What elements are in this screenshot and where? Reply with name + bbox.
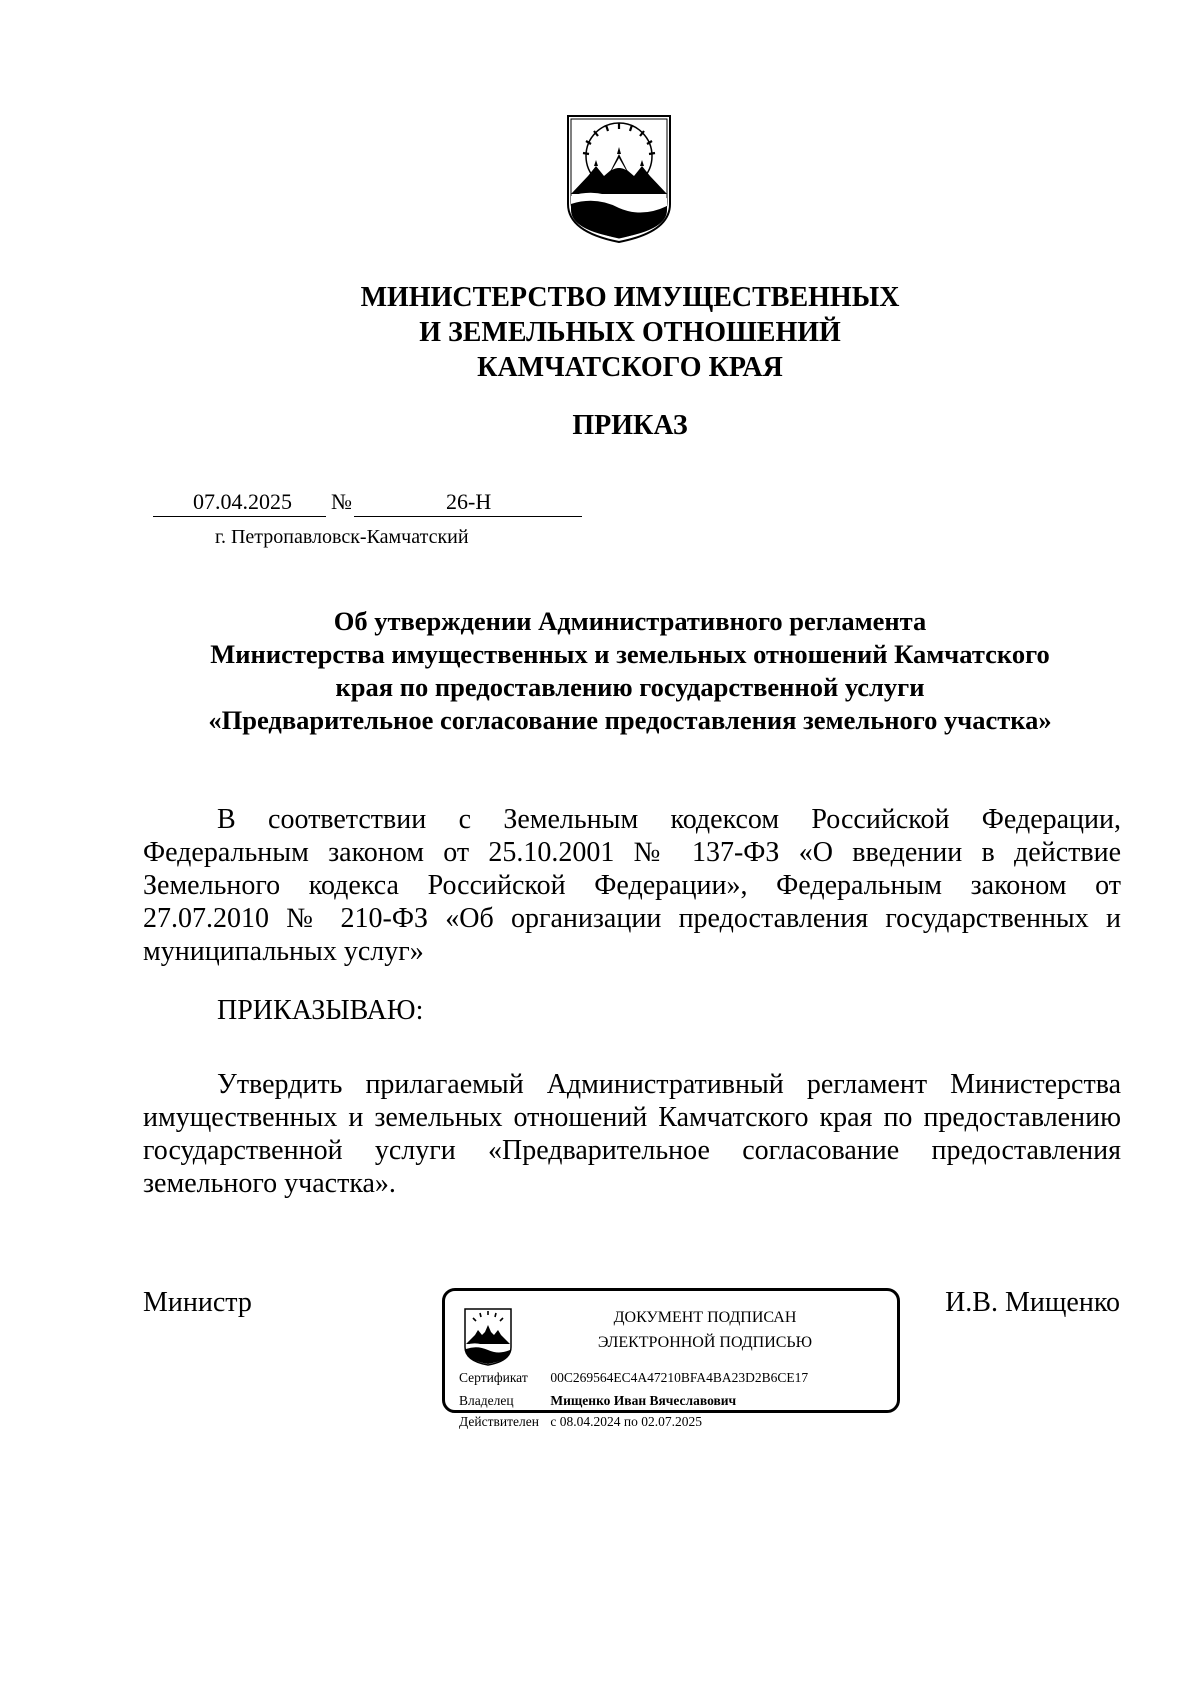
ministry-line-1: МИНИСТЕРСТВО ИМУЩЕСТВЕННЫХ (360, 282, 900, 313)
stamp-line-1: ДОКУМЕНТ ПОДПИСАН (613, 1309, 797, 1326)
ministry-line-2: И ЗЕМЕЛЬНЫХ ОТНОШЕНИЙ (419, 317, 841, 348)
ministry-line-3: КАМЧАТСКОГО КРАЯ (477, 352, 783, 383)
validity-row (459, 1414, 702, 1430)
ministry-name (300, 280, 960, 385)
stamp-emblem-icon (463, 1307, 513, 1367)
owner-row (459, 1393, 736, 1409)
signer-position: Министр (143, 1287, 252, 1318)
signer-name: И.В. Мищенко (945, 1287, 1120, 1318)
subject-line-1: Об утверждении Административного регламента (333, 606, 927, 636)
subject-line-2: Министерства имущественных и земельных отношений Камчатского (210, 639, 1050, 669)
validity-value: с 08.04.2024 по 02.07.2025 (550, 1414, 702, 1429)
stamp-header (540, 1305, 870, 1355)
date-value: 07.04.2025 (193, 489, 292, 514)
city: г. Петропавловск-Камчатский (215, 526, 469, 548)
stamp-line-2: ЭЛЕКТРОННОЙ ПОДПИСЬЮ (597, 1334, 813, 1351)
date-field (153, 488, 326, 517)
number-field (354, 488, 582, 517)
document-type: ПРИКАЗ (572, 410, 688, 441)
electronic-signature-stamp (442, 1288, 900, 1429)
certificate-row (459, 1370, 808, 1386)
decision-text: Утвердить прилагаемый Административный регламент Министерства имущественных и земельных отношений Камчатского края по предоставлению государственной услуги «Предварительное согласование предоставления земельного участка». (143, 1069, 1121, 1199)
number-value: 26-Н (446, 489, 492, 514)
kamchatka-coat-of-arms-icon (566, 114, 672, 244)
subject-line-4: «Предварительное согласование предоставления земельного участка» (208, 705, 1052, 735)
preamble-text: В соответствии с Земельным кодексом Российской Федерации, Федеральным законом от 25.10.2001 № 137-ФЗ «О введении в действие Земельного кодекса Российской Федерации», Федеральным законом от 27.07.2010 № 210-ФЗ «Об организации предоставления государственных и муниципальных услуг» (143, 804, 1121, 967)
owner-label: Владелец (459, 1393, 514, 1408)
owner-value: Мищенко Иван Вячеславович (550, 1393, 737, 1408)
certificate-label: Сертификат (459, 1370, 528, 1385)
orders-heading: ПРИКАЗЫВАЮ: (217, 995, 424, 1026)
subject-line-3: края по предоставлению государственной услуги (335, 672, 925, 702)
certificate-value: 00C269564EC4A47210BFA4BA23D2B6CE17 (550, 1370, 809, 1385)
validity-label: Действителен (459, 1414, 539, 1429)
date-number-line (153, 487, 582, 517)
preamble-paragraph (143, 803, 1121, 968)
document-subject (150, 605, 1110, 737)
decision-paragraph (143, 1068, 1121, 1200)
number-sign: № (331, 489, 352, 514)
